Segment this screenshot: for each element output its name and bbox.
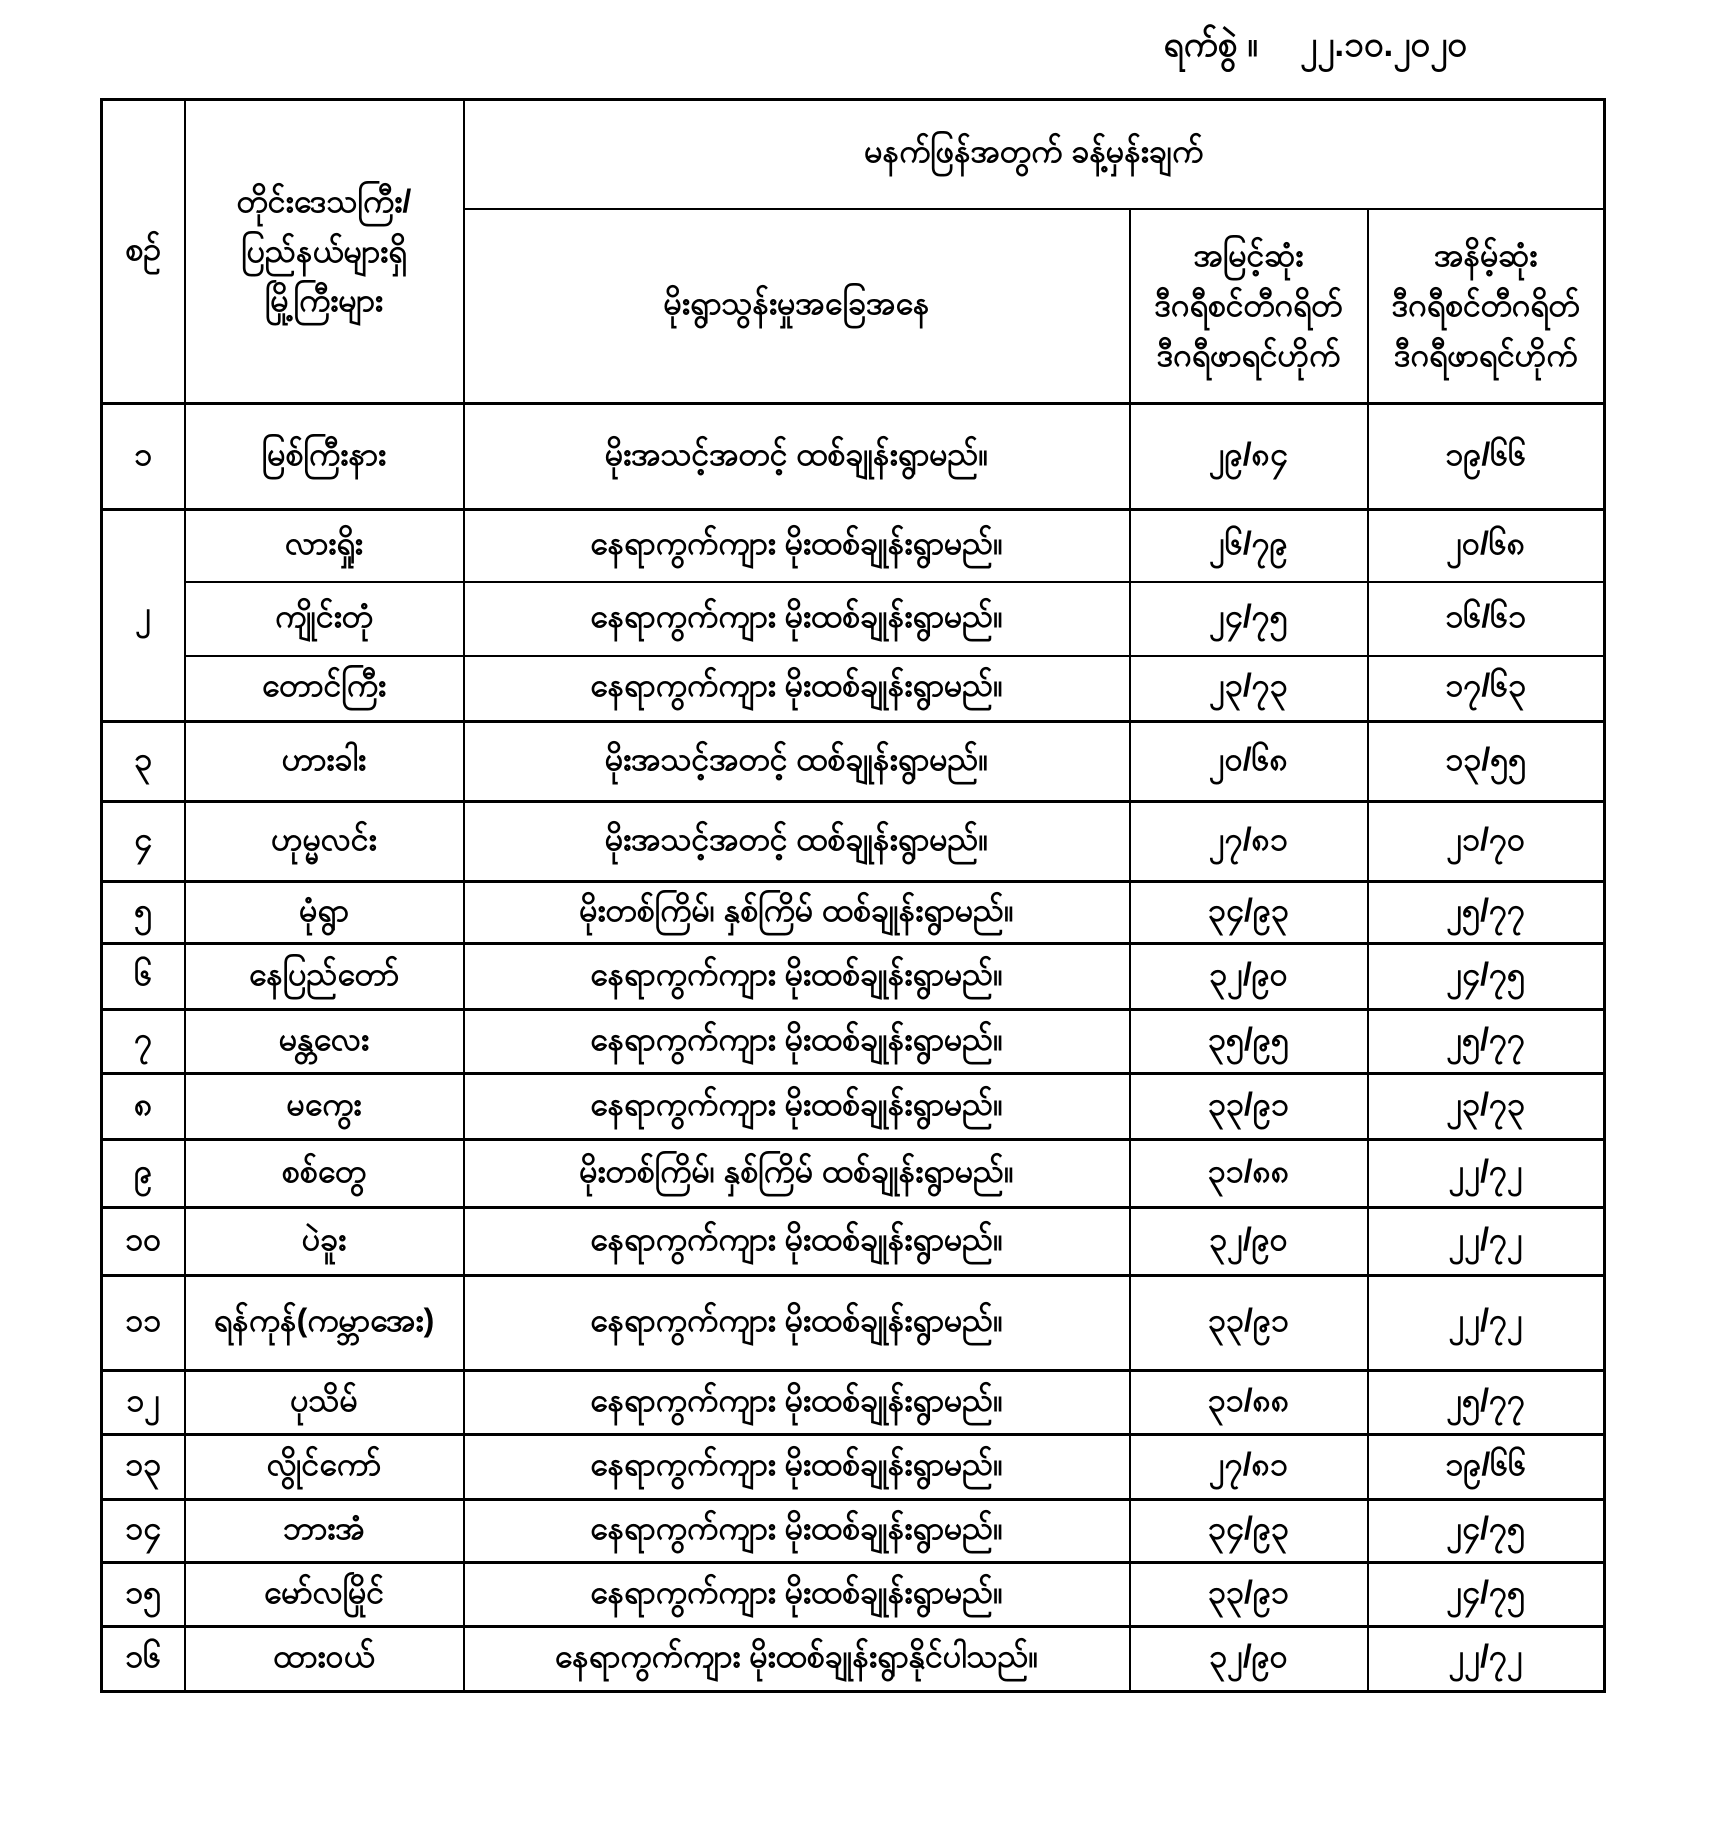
- city-cell: ဟုမ္မလင်း: [185, 802, 464, 882]
- city-cell: ဟားခါး: [185, 722, 464, 802]
- header-min-temp: [1368, 209, 1605, 404]
- max-temp-cell: ၂၄/၇၅: [1130, 582, 1368, 656]
- date-line: [1164, 22, 1467, 74]
- table-row: [102, 882, 1605, 944]
- min-temp-cell: ၂၄/၇၅: [1368, 1500, 1605, 1563]
- header-cities-line3: မြို့ကြီးများ: [264, 282, 384, 319]
- serial-cell: ၁၀: [102, 1208, 185, 1276]
- min-temp-cell: ၂၅/၇၇: [1368, 1371, 1605, 1435]
- condition-cell: နေရာကွက်ကျား မိုးထစ်ချုန်းရွာမည်။: [464, 1074, 1130, 1140]
- condition-cell: နေရာကွက်ကျား မိုးထစ်ချုန်းရွာမည်။: [464, 1563, 1130, 1627]
- table-row: [102, 1074, 1605, 1140]
- max-temp-cell: ၃၄/၉၃: [1130, 882, 1368, 944]
- city-cell: ကျိုင်းတုံ: [185, 582, 464, 656]
- min-temp-cell: ၂၀/၆၈: [1368, 510, 1605, 582]
- table-row: [102, 1500, 1605, 1563]
- max-temp-cell: ၃၃/၉၁: [1130, 1074, 1368, 1140]
- condition-cell: နေရာကွက်ကျား မိုးထစ်ချုန်းရွာမည်။: [464, 1500, 1130, 1563]
- serial-cell: ၈: [102, 1074, 185, 1140]
- min-temp-cell: ၂၅/၇၇: [1368, 1010, 1605, 1074]
- min-temp-cell: ၂၂/၇၂: [1368, 1208, 1605, 1276]
- condition-cell: နေရာကွက်ကျား မိုးထစ်ချုန်းရွာမည်။: [464, 944, 1130, 1010]
- serial-cell: ၁၅: [102, 1563, 185, 1627]
- table-row: [102, 1435, 1605, 1500]
- condition-cell: နေရာကွက်ကျား မိုးထစ်ချုန်းရွာမည်။: [464, 1010, 1130, 1074]
- min-temp-cell: ၂၁/၇၀: [1368, 802, 1605, 882]
- serial-cell: ၂: [102, 510, 185, 722]
- header-min-line3: ဒီဂရီဖာရင်ဟိုက်: [1394, 336, 1578, 373]
- city-cell: နေပြည်တော်: [185, 944, 464, 1010]
- max-temp-cell: ၂၆/၇၉: [1130, 510, 1368, 582]
- city-cell: မြစ်ကြီးနား: [185, 404, 464, 510]
- min-temp-cell: ၂၂/၇၂: [1368, 1140, 1605, 1208]
- condition-cell: မိုးအသင့်အတင့် ထစ်ချုန်းရွာမည်။: [464, 404, 1130, 510]
- forecast-table: [100, 98, 1606, 1693]
- serial-cell: ၁၄: [102, 1500, 185, 1563]
- max-temp-cell: ၃၂/၉၀: [1130, 944, 1368, 1010]
- max-temp-cell: ၃၂/၉၀: [1130, 1627, 1368, 1692]
- table-row: [102, 722, 1605, 802]
- min-temp-cell: ၂၂/၇၂: [1368, 1276, 1605, 1371]
- serial-cell: ၁၆: [102, 1627, 185, 1692]
- min-temp-cell: ၂၄/၇၅: [1368, 1563, 1605, 1627]
- header-forecast-span: မနက်ဖြန်အတွက် ခန့်မှန်းချက်: [464, 100, 1605, 209]
- condition-cell: မိုးအသင့်အတင့် ထစ်ချုန်းရွာမည်။: [464, 722, 1130, 802]
- max-temp-cell: ၂၉/၈၄: [1130, 404, 1368, 510]
- date-value: ၂၂.၁၀.၂၀၂၀: [1300, 25, 1467, 64]
- serial-cell: ၁၃: [102, 1435, 185, 1500]
- min-temp-cell: ၂၂/၇၂: [1368, 1627, 1605, 1692]
- table-row: [102, 1208, 1605, 1276]
- city-cell: ပုသိမ်: [185, 1371, 464, 1435]
- min-temp-cell: ၂၃/၇၃: [1368, 1074, 1605, 1140]
- table-row: [102, 510, 1605, 582]
- table-row: [102, 1010, 1605, 1074]
- condition-cell: နေရာကွက်ကျား မိုးထစ်ချုန်းရွာမည်။: [464, 1276, 1130, 1371]
- min-temp-cell: ၁၆/၆၁: [1368, 582, 1605, 656]
- min-temp-cell: ၁၇/၆၃: [1368, 656, 1605, 722]
- condition-cell: နေရာကွက်ကျား မိုးထစ်ချုန်းရွာမည်။: [464, 1435, 1130, 1500]
- serial-cell: ၁: [102, 404, 185, 510]
- city-cell: မန္တလေး: [185, 1010, 464, 1074]
- city-cell: စစ်တွေ: [185, 1140, 464, 1208]
- city-cell: တောင်ကြီး: [185, 656, 464, 722]
- city-cell: မော်လမြိုင်: [185, 1563, 464, 1627]
- header-serial: စဉ်: [102, 100, 185, 404]
- table-row: [102, 582, 1605, 656]
- header-max-temp: [1130, 209, 1368, 404]
- header-cities-line2: ပြည်နယ်များရှိ: [241, 232, 407, 269]
- condition-cell: နေရာကွက်ကျား မိုးထစ်ချုန်းရွာမည်။: [464, 656, 1130, 722]
- header-max-line3: ဒီဂရီဖာရင်ဟိုက်: [1156, 336, 1341, 373]
- serial-cell: ၃: [102, 722, 185, 802]
- condition-cell: နေရာကွက်ကျား မိုးထစ်ချုန်းရွာမည်။: [464, 1371, 1130, 1435]
- min-temp-cell: ၂၅/၇၇: [1368, 882, 1605, 944]
- header-max-line1: အမြင့်ဆုံး: [1193, 237, 1304, 274]
- condition-cell: မိုးတစ်ကြိမ်၊ နှစ်ကြိမ် ထစ်ချုန်းရွာမည်။: [464, 882, 1130, 944]
- table-row: [102, 944, 1605, 1010]
- table-row: [102, 802, 1605, 882]
- min-temp-cell: ၂၄/၇၅: [1368, 944, 1605, 1010]
- header-max-line2: ဒီဂရီစင်တီဂရိတ်: [1154, 286, 1343, 323]
- date-label: ရက်စွဲ ။: [1163, 25, 1259, 64]
- serial-cell: ၆: [102, 944, 185, 1010]
- table-row: [102, 1276, 1605, 1371]
- city-cell: မကွေး: [185, 1074, 464, 1140]
- min-temp-cell: ၁၉/၆၆: [1368, 1435, 1605, 1500]
- serial-cell: ၅: [102, 882, 185, 944]
- max-temp-cell: ၂၃/၇၃: [1130, 656, 1368, 722]
- min-temp-cell: ၁၉/၆၆: [1368, 404, 1605, 510]
- serial-cell: ၄: [102, 802, 185, 882]
- min-temp-cell: ၁၃/၅၅: [1368, 722, 1605, 802]
- header-cities-line1: တိုင်းဒေသကြီး/: [236, 183, 412, 220]
- max-temp-cell: ၃၄/၉၃: [1130, 1500, 1368, 1563]
- max-temp-cell: ၂၇/၈၁: [1130, 1435, 1368, 1500]
- condition-cell: မိုးတစ်ကြိမ်၊ နှစ်ကြိမ် ထစ်ချုန်းရွာမည်။: [464, 1140, 1130, 1208]
- serial-cell: ၁၂: [102, 1371, 185, 1435]
- max-temp-cell: ၃၅/၉၅: [1130, 1010, 1368, 1074]
- condition-cell: နေရာကွက်ကျား မိုးထစ်ချုန်းရွာမည်။: [464, 1208, 1130, 1276]
- max-temp-cell: ၃၁/၈၈: [1130, 1371, 1368, 1435]
- condition-cell: နေရာကွက်ကျား မိုးထစ်ချုန်းရွာနိုင်ပါသည်။: [464, 1627, 1130, 1692]
- max-temp-cell: ၃၃/၉၁: [1130, 1276, 1368, 1371]
- max-temp-cell: ၂၀/၆၈: [1130, 722, 1368, 802]
- city-cell: လွိုင်ကော်: [185, 1435, 464, 1500]
- serial-cell: ၉: [102, 1140, 185, 1208]
- serial-cell: ၁၁: [102, 1276, 185, 1371]
- max-temp-cell: ၃၃/၉၁: [1130, 1563, 1368, 1627]
- table-row: [102, 1371, 1605, 1435]
- city-cell: ဘားအံ: [185, 1500, 464, 1563]
- condition-cell: မိုးအသင့်အတင့် ထစ်ချုန်းရွာမည်။: [464, 802, 1130, 882]
- header-cities: [185, 100, 464, 404]
- condition-cell: နေရာကွက်ကျား မိုးထစ်ချုန်းရွာမည်။: [464, 582, 1130, 656]
- city-cell: ပဲခူး: [185, 1208, 464, 1276]
- serial-cell: ၇: [102, 1010, 185, 1074]
- table-row: [102, 1627, 1605, 1692]
- table-row: [102, 1563, 1605, 1627]
- header-min-line1: အနိမ့်ဆုံး: [1434, 237, 1538, 274]
- table-row: [102, 1140, 1605, 1208]
- city-cell: ထားဝယ်: [185, 1627, 464, 1692]
- city-cell: ရန်ကုန်(ကမ္ဘာအေး): [185, 1276, 464, 1371]
- max-temp-cell: ၃၁/၈၈: [1130, 1140, 1368, 1208]
- city-cell: မုံရွာ: [185, 882, 464, 944]
- city-cell: လားရှိုး: [185, 510, 464, 582]
- table-row: [102, 404, 1605, 510]
- max-temp-cell: ၃၂/၉၀: [1130, 1208, 1368, 1276]
- header-condition: မိုးရွာသွန်းမှုအခြေအနေ: [464, 209, 1130, 404]
- header-min-line2: ဒီဂရီစင်တီဂရိတ်: [1391, 286, 1580, 323]
- table-row: [102, 656, 1605, 722]
- header-row-top: [102, 100, 1605, 209]
- condition-cell: နေရာကွက်ကျား မိုးထစ်ချုန်းရွာမည်။: [464, 510, 1130, 582]
- max-temp-cell: ၂၇/၈၁: [1130, 802, 1368, 882]
